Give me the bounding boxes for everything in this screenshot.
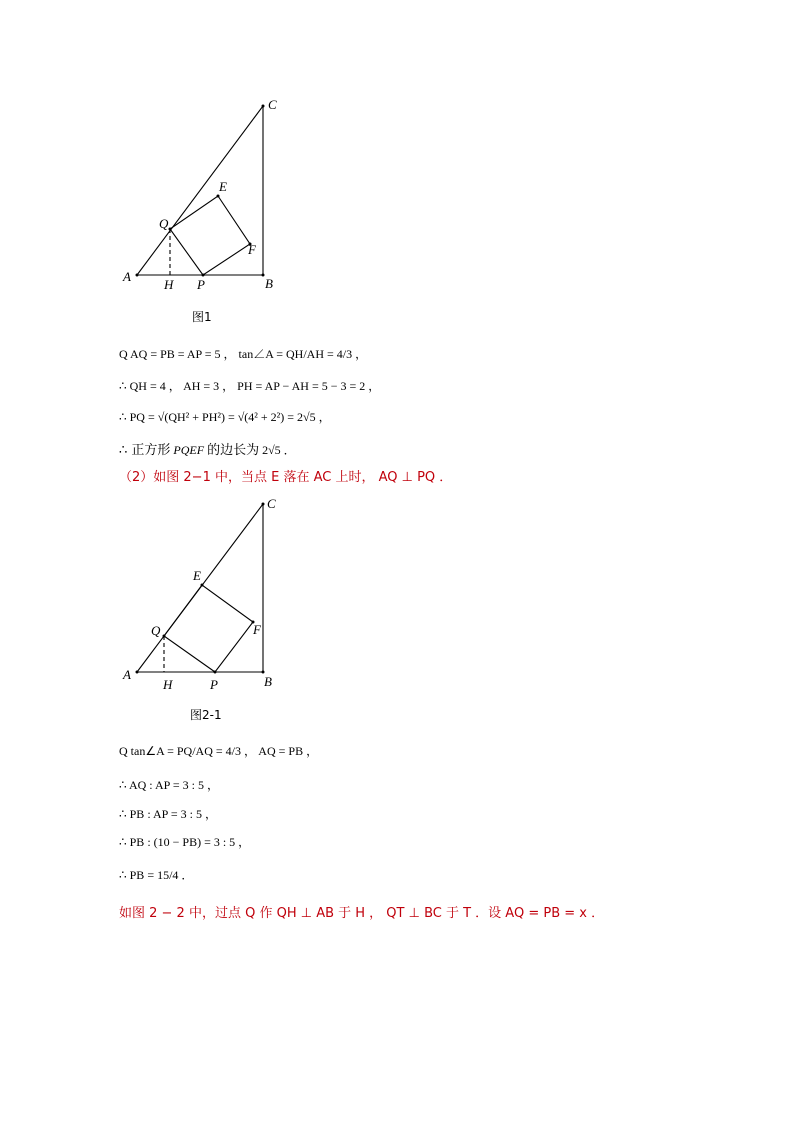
figure-1-caption: 图1 bbox=[192, 310, 212, 324]
label-f: F bbox=[248, 242, 256, 257]
sol1-line-4 bbox=[119, 439, 296, 458]
figure-2-1-svg bbox=[115, 493, 295, 693]
label-p-2: P bbox=[210, 677, 218, 692]
sol1-line-4-mid: 的边长为 bbox=[207, 443, 260, 458]
part-3-text: 如图 2 − 2 中，过点 Q 作 QH ⊥ AB 于 H ， QT ⊥ BC 于 T ．设 AQ = PB = x ． bbox=[119, 906, 605, 921]
triangle-side-ac bbox=[137, 106, 263, 275]
label-h-2: H bbox=[163, 677, 173, 692]
label-b-2: B bbox=[264, 674, 272, 689]
label-h: H bbox=[164, 277, 174, 292]
sol1-line-4-end: ． bbox=[283, 443, 296, 457]
sol1-line-4-var: PQEF bbox=[173, 443, 205, 457]
sol2-line-4: ∴ PB : (10 − PB) = 3 : 5 ， bbox=[119, 835, 251, 849]
label-b: B bbox=[265, 276, 273, 291]
figure-1-svg bbox=[115, 95, 295, 295]
label-c: C bbox=[268, 97, 277, 112]
label-e-2: E bbox=[193, 568, 201, 583]
sol2-line-5: ∴ PB = 15/4 ． bbox=[119, 868, 194, 882]
sol1-line-4-val: 2√5 bbox=[262, 443, 281, 457]
label-q: Q bbox=[159, 216, 169, 231]
label-e: E bbox=[219, 179, 227, 194]
label-a: A bbox=[123, 269, 131, 284]
label-f-2: F bbox=[253, 622, 261, 637]
label-c-2: C bbox=[267, 496, 276, 511]
figure-1 bbox=[115, 95, 295, 295]
sol1-line-4-prefix: ∴ 正方形 bbox=[119, 443, 171, 458]
square-pqef-2 bbox=[164, 585, 253, 672]
label-a-2: A bbox=[123, 667, 131, 682]
sol1-line-3: ∴ PQ = √(QH² + PH²) = √(4² + 2²) = 2√5 ， bbox=[119, 410, 331, 424]
square-pqef bbox=[170, 196, 250, 275]
sol1-line-1: Q AQ = PB = AP = 5 ， tan∠A = QH/AH = 4/3 ， bbox=[119, 347, 368, 361]
figure-2-1-caption: 图2-1 bbox=[190, 708, 222, 722]
label-p: P bbox=[197, 277, 205, 292]
sol1-line-2: ∴ QH = 4 ， AH = 3 ， PH = AP − AH = 5 − 3 = 2 ， bbox=[119, 379, 381, 393]
part-2-text: （2）如图 2−1 中，当点 E 落在 AC 上时， AQ ⊥ PQ ． bbox=[119, 470, 453, 485]
sol2-line-2: ∴ AQ : AP = 3 : 5 ， bbox=[119, 778, 219, 792]
label-q-2: Q bbox=[151, 623, 161, 638]
figure-2-1 bbox=[115, 493, 295, 693]
sol2-line-1: Q tan∠A = PQ/AQ = 4/3 ， AQ = PB ， bbox=[119, 744, 319, 758]
sol2-line-3: ∴ PB : AP = 3 : 5 ， bbox=[119, 807, 217, 821]
